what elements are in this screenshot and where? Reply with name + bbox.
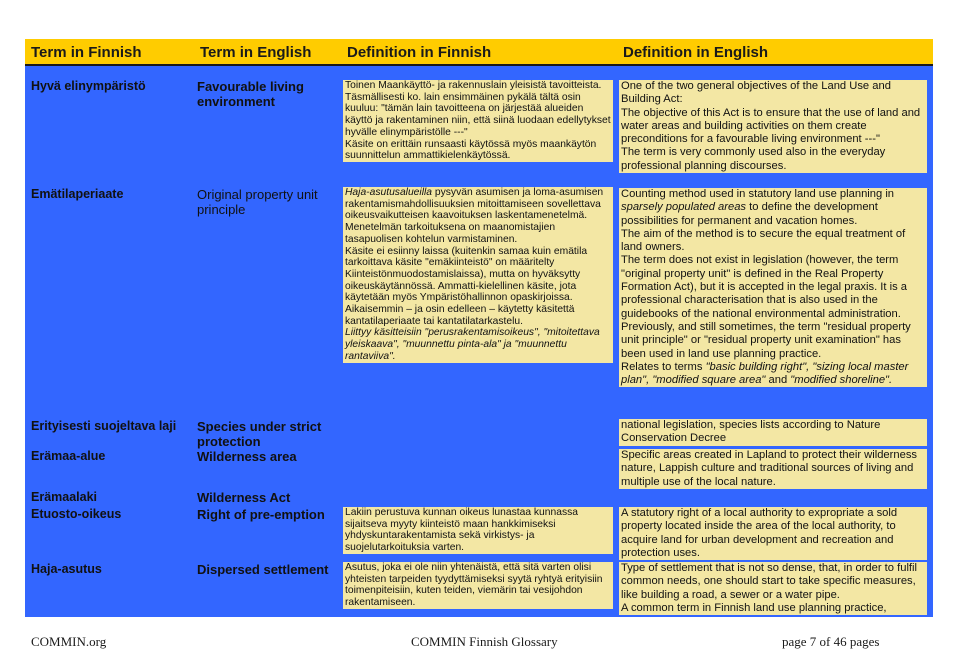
footer-site: COMMIN.org bbox=[31, 634, 107, 649]
definition-finnish bbox=[343, 507, 613, 554]
definition-paragraph: Aikaisemmin – ja osin edelleen – käytetty käsitettä kantatilaperiaate tai kantatilatarkastelu. bbox=[345, 304, 575, 327]
term-finnish: Erämaalaki bbox=[31, 490, 98, 504]
definition-english bbox=[619, 449, 927, 489]
definition-text: Counting method used in statutory land use planning in bbox=[621, 188, 895, 200]
definition-paragraph bbox=[621, 188, 925, 228]
definition-paragraph bbox=[345, 187, 611, 222]
term-finnish: Erämaa-alue bbox=[31, 449, 106, 463]
italic-term: Haja-asutusalueilla bbox=[345, 187, 433, 198]
term-finnish: Hyvä elinympäristö bbox=[31, 79, 146, 93]
definition-text: and bbox=[768, 374, 788, 387]
table-header bbox=[25, 39, 933, 66]
definition-paragraph: The term does not exist in legislation (however, the term "original property unit" is defined in the Real Property Formation Act), but it is accepted in the legal praxis. It is a professional characterisation that is also used in the guidebooks of the national environmental administration. Previously, and still sometimes, the term "residual property unit principle" or "residual property unit examination" has been used in land use planning practice. bbox=[621, 254, 911, 360]
term-english: Species under strict protection bbox=[197, 419, 322, 449]
italic-term: sparsely populated areas bbox=[621, 201, 747, 214]
header-definition-finnish: Definition in Finnish bbox=[347, 44, 492, 61]
definition-paragraph: Täsmällisesti ko. lain ensimmäinen pykälä tältä osin kuuluu: "tämän lain tavoitteena on järjestää alueiden käyttö ja rakentaminen niin, että siinä luodaan edellytykset hyvälle elinympäristölle ---" bbox=[345, 91, 611, 138]
definition-paragraph: Specific areas created in Lapland to protect their wilderness nature, Lappish culture and traditional sources of living and multiple use of the local nature. bbox=[621, 449, 918, 488]
term-english: Dispersed settlement bbox=[197, 562, 329, 577]
definition-paragraph: The objective of this Act is to ensure that the use of land and water areas and building activities on them create preconditions for a favourable living environment ---" bbox=[621, 106, 921, 146]
definition-paragraph: national legislation, species lists according to Nature Conservation Decree bbox=[621, 419, 881, 445]
definition-text: pysyvän asumisen ja loma-asumisen rakentamismahdollisuuksien mitoittamiseen sovellettava oikeusvaikutteisen kaavoituksen laskentamenetelmä. bbox=[345, 187, 604, 222]
header-term-english: Term in English bbox=[200, 44, 312, 61]
term-finnish: Emätilaperiaate bbox=[31, 187, 124, 201]
term-english: Right of pre-emption bbox=[197, 507, 325, 522]
term-english: Wilderness Act bbox=[197, 490, 291, 505]
definition-paragraph: Type of settlement that is not so dense, that, in order to fulfil common needs, one should start to take specific measures, like building a road, a sewer or a water pipe. bbox=[621, 562, 918, 601]
footer-page-number: page 7 of 46 pages bbox=[782, 634, 880, 649]
definition-english bbox=[619, 419, 927, 446]
definition-paragraph: The term is very commonly used also in the everyday professional planning discourses. bbox=[621, 146, 886, 172]
definition-paragraph: A statutory right of a local authority to expropriate a sold property located inside the area of the local authority, to acquire land for urban development and recreation and protection uses. bbox=[621, 507, 898, 559]
italic-term: "modified shoreline". bbox=[790, 374, 893, 387]
term-finnish: Haja-asutus bbox=[31, 562, 102, 576]
definition-paragraph: The aim of the method is to secure the equal treatment of land owners. bbox=[621, 227, 906, 254]
term-english: Wilderness area bbox=[197, 449, 297, 464]
definition-paragraph: Käsite ei esiinny laissa (kuitenkin samaa kuin emätila tarkoittava käsite "emäkiinteistö" on määritelty Kiinteistönmuodostamislaissa), mutta on hyväksytty oikeuskäytännössä. Ammatti-kielellinen käsite, jota käytetään myös Ympäristöhallinnon opaskirjoissa. bbox=[345, 245, 588, 304]
term-finnish: Etuosto-oikeus bbox=[31, 507, 122, 521]
definition-english bbox=[619, 188, 927, 387]
header-term-finnish: Term in Finnish bbox=[31, 44, 142, 61]
definition-english bbox=[619, 562, 927, 615]
term-finnish: Erityisesti suojeltava laji bbox=[31, 419, 177, 433]
definition-english bbox=[619, 507, 927, 560]
term-english: Favourable living environment bbox=[197, 79, 304, 109]
definition-paragraph: Lakiin perustuva kunnan oikeus lunastaa kunnassa sijaitseva myyty kiinteistö maan hankkimiseksi yhdyskuntarakentamista sekä virkistys- ja suojelutarkoituksia varten. bbox=[345, 507, 578, 554]
italic-term: "basic building right", "sizing local master plan", "modified square area" bbox=[621, 360, 909, 387]
definition-paragraph bbox=[621, 361, 925, 388]
definition-text: to define the development possibilities for permanent and vacation homes. bbox=[621, 201, 878, 227]
definition-paragraph: Käsite on erittäin runsaasti käytössä myös maankäytön suunnittelun ammattikielenkäytössä. bbox=[345, 138, 597, 162]
term-english: Original property unit principle bbox=[197, 187, 318, 217]
definition-finnish bbox=[343, 187, 613, 363]
definition-text: Relates to terms bbox=[621, 360, 703, 373]
definition-paragraph: Toinen Maankäyttö- ja rakennuslain yleisistä tavoitteista. bbox=[345, 80, 602, 91]
definition-paragraph: Asutus, joka ei ole niin yhtenäistä, että sitä varten olisi yhteisten tarpeiden tyydyttämiseksi syytä ryhtyä erityisiin toimenpiteisiin, kuten teiden, viemärin tai vesijohdon rakentamiseen. bbox=[345, 562, 603, 609]
definition-english bbox=[619, 80, 927, 173]
footer-title: COMMIN Finnish Glossary bbox=[411, 634, 558, 649]
definition-paragraph: Liittyy käsitteisiin "perusrakentamisoikeus", "mitoitettava yleiskaava", "muunnettu pinta-ala" ja "muunnettu rantaviiva". bbox=[345, 327, 600, 362]
header-definition-english: Definition in English bbox=[623, 44, 768, 61]
definition-paragraph: Menetelmän tarkoituksena on maanomistajien tasapuolisen kohtelun varmistaminen. bbox=[345, 222, 556, 245]
definition-finnish bbox=[343, 80, 613, 162]
definition-finnish bbox=[343, 562, 613, 609]
definition-paragraph: One of the two general objectives of the Land Use and Building Act: bbox=[621, 80, 891, 106]
definition-paragraph: A common term in Finnish land use planning practice, bbox=[621, 601, 887, 614]
